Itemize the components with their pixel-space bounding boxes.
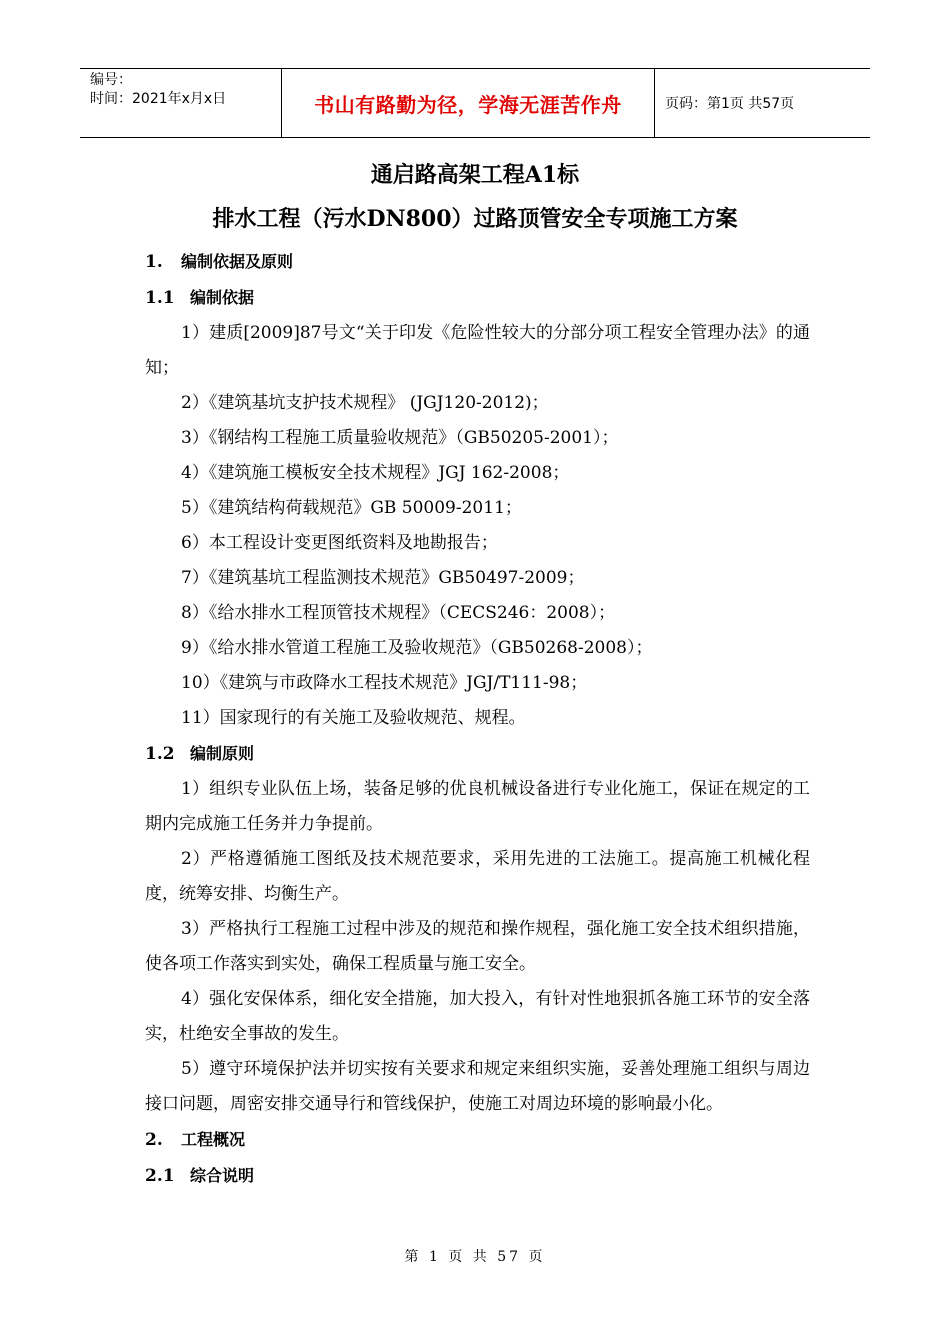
basis-item: 4）《建筑施工模板安全技术规程》JGJ 162-2008；	[181, 463, 570, 483]
section-number: 1.1	[145, 288, 175, 308]
section-number: 2.1	[145, 1166, 175, 1186]
section-number: 1.2	[145, 744, 175, 764]
basis-item: 5）《建筑结构荷载规范》GB 50009-2011；	[181, 498, 522, 518]
header-page-label: 页码：第1页 共57页	[665, 96, 795, 112]
section-heading-1	[145, 244, 810, 280]
section-title: 编制依据及原则	[181, 252, 294, 271]
section-heading-1-2	[145, 736, 810, 772]
section-number: 1.	[145, 252, 163, 272]
section-title: 编制依据	[190, 288, 255, 307]
section-title: 编制原则	[190, 744, 255, 763]
basis-item: 7）《建筑基坑工程监测技术规范》GB50497-2009；	[181, 568, 585, 588]
document-header	[80, 68, 870, 138]
basis-item: 11）国家现行的有关施工及验收规范、规程。	[181, 708, 526, 728]
principle-item: 3）严格执行工程施工过程中涉及的规范和操作规程，强化施工安全技术组织措施，使各项工作落实到实处，确保工程质量与施工安全。	[145, 919, 810, 974]
section-heading-1-1	[145, 280, 810, 316]
section-heading-2-1	[145, 1158, 810, 1194]
section-title: 工程概况	[181, 1130, 246, 1149]
header-page-cell	[655, 69, 870, 137]
section-heading-2	[145, 1122, 810, 1158]
basis-item: 3）《钢结构工程施工质量验收规范》（GB50205-2001）；	[181, 428, 619, 448]
basis-item: 10）《建筑与市政降水工程技术规范》JGJ/T111-98；	[181, 673, 588, 693]
document-title-line2: 排水工程（污水DN800）过路顶管安全专项施工方案	[212, 206, 738, 232]
document-title-line1: 通启路高架工程A1标	[370, 162, 580, 188]
basis-item: 9）《给水排水管道工程施工及验收规范》（GB50268-2008）；	[181, 638, 653, 658]
section-title: 综合说明	[190, 1166, 255, 1185]
principle-item: 5）遵守环境保护法并切实按有关要求和规定来组织实施，妥善处理施工组织与周边接口问题，周密安排交通导行和管线保护，使施工对周边环境的影响最小化。	[145, 1059, 810, 1114]
page-footer: 第 1 页 共 57 页	[404, 1249, 546, 1265]
principle-item: 2）严格遵循施工图纸及技术规范要求，采用先进的工法施工。提高施工机械化程度，统筹安排、均衡生产。	[145, 849, 810, 904]
header-info	[80, 69, 282, 137]
basis-item: 2）《建筑基坑支护技术规程》 (JGJ120-2012)；	[181, 393, 549, 413]
basis-item: 1）建质[2009]87号文“关于印发《危险性较大的分部分项工程安全管理办法》的通知；	[145, 323, 810, 378]
principle-item: 1）组织专业队伍上场，装备足够的优良机械设备进行专业化施工，保证在规定的工期内完成施工任务并力争提前。	[145, 779, 810, 834]
principle-item: 4）强化安保体系，细化安全措施，加大投入，有针对性地狠抓各施工环节的安全落实，杜绝安全事故的发生。	[145, 989, 810, 1044]
code-label: 编号：	[90, 72, 132, 88]
header-motto-cell	[282, 69, 655, 137]
section-number: 2.	[145, 1130, 163, 1150]
basis-item: 6）本工程设计变更图纸资料及地勘报告；	[181, 533, 498, 553]
basis-item: 8）《给水排水工程顶管技术规程》（CECS246：2008）；	[181, 603, 616, 623]
header-motto: 书山有路勤为径，学海无涯苦作舟	[314, 92, 622, 117]
document-body	[145, 244, 810, 1194]
date-label: 时间：2021年x月x日	[90, 91, 227, 107]
